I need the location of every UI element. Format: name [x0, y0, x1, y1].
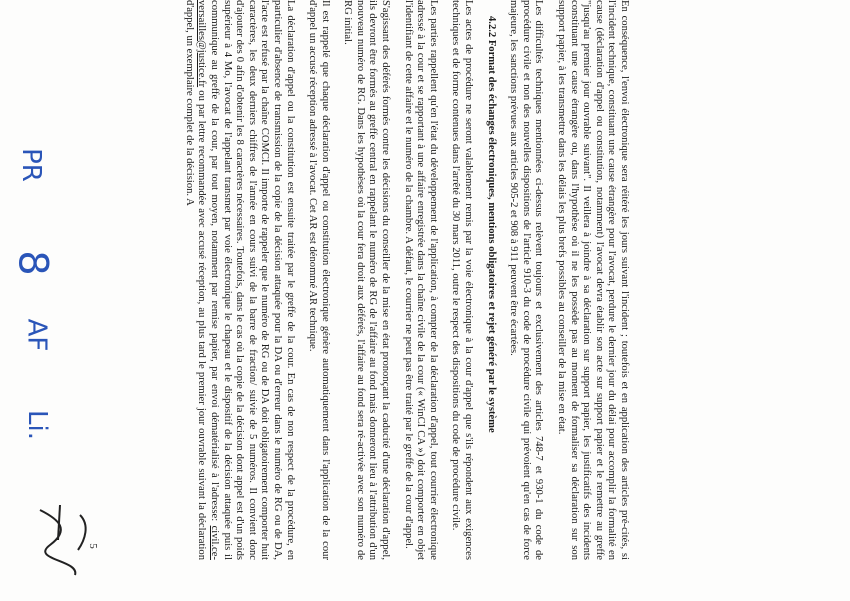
handwriting-initials-4: Li. [21, 410, 52, 440]
paragraph-ar-technique: Il est rappelé que chaque déclaration d'appel ou constitution électronique génère automatiquement dans l'application de la cour d'appel un accusé réception adressé à l'avocat. Cet AR est dénommé AR technique. [307, 0, 331, 560]
page-number: 5 [86, 543, 99, 549]
section-heading: 4.2.2 Format des échanges électroniques, mentions obligatoires et rejet généré par le système [485, 16, 497, 433]
paragraph-technical-difficulties: Les difficultés techniques mentionnées ci-dessus relèvent toujours et exclusivement des articles 748-7 et 930-1 du code de procédure civile et non des nouvelles dispositions de l'article 910-3 du code de procédure civile qui prévoient qu'en cas de force majeure, les sanctions prévues aux articles 905-2 et 908 à 911 peuvent être écartées. [508, 0, 545, 560]
handwriting-initials-3: AF [21, 318, 52, 352]
handwriting-initials-1: PR [15, 148, 46, 182]
handwriting-initials-2: 8 [9, 250, 56, 276]
paragraph-parties-remind: Les parties rappellent qu'en l'état du développement de l'application, à compter de la déclaration d'appel, tout courrier électronique adressé à la cour et se rapportant à une affaire enregistrée dans la chaîne civile de la cour (« WinCI CA ») doit comporter en objet l'identifiant de cette affaire et le numéro de la chambre. A défaut, le courrier ne peut pas être traité par le greffe de la cour d'appel. [402, 0, 439, 560]
email-link[interactable]: civil.ce-versailles@justice.fr [196, 0, 220, 560]
declaration-text-end: ou par lettre recommandée avec accusé réception, au plus tard le premier jour ouvrable suivant la déclaration d'appel, un exemplaire complet de la décision. A [183, 0, 208, 560]
signature-scribble [30, 500, 100, 580]
paragraph-declaration [182, 0, 295, 560]
paragraph-deferes: S'agissant des déférés formés contre les décisions du conseiller de la mise en état prononçant la caducité d'une déclaration d'appel, ils devront être formés au greffe central en rappelant le numéro de RG de l'affaire au fond mais donneront lieu à l'attribution d'un nouveau numéro de RG. Dans les hypothèses où la cour fera droit aux déférés, l'affaire au fond sera ré-activée avec son numéro de RG initial. [342, 0, 392, 560]
paragraph-incident: En conséquence, l'envoi électronique sera réitéré les jours suivant l'incident ; toutefois et en application des articles pré-cités, si l'incident technique, constituant une cause étrangère pour l'avocat, perdure le dernier jour du délai pour accomplir la formalité en cause (déclaration d'appel ou constitution, notamment) l'avocat devra établir son acte sur support papier et le remettre au greffe "jusqu'au premier jour ouvrable suivant". Il veillera à joindre à sa déclaration sur support papier, les justificatifs des incidents constituant une cause étrangère ou, dans l'hypothèse où il ne les possède pas au moment de formaliser sa déclaration sur son support papier, à les transmettre dans les délais les plus brefs possibles au conseiller de la mise en état. [556, 0, 630, 560]
paragraph-procedure-acts: Les actes de procédure ne seront valablement remis par la voie électronique à la cour d'appel que s'ils répondent aux exigences techniques et de forme contenues dans l'arrêté du 30 mars 2011, outre le respect des dispositions du code de procédure civile. [450, 0, 475, 560]
declaration-text-start: La déclaration d'appel ou la constitution est ensuite traitée par le greffe de la cour. En cas de non respect de la procédure, en particulier d'absence de transmission de la copie de la décision attaquée pour la DA ou d'erreur dans le numéro de RG ou de DA, l'acte est refusé par la chaîne COMCI. Il importe de rappeler que le numéro de RG ou de DA doit obligatoirement comporter huit caractères, les deux derniers chiffres de l'année en cours suivi de la barre de fraction/ suivie de 5 numéros. Il convient donc d'ajouter des 0 afin d'obtenir les 8 caractères nécessaires. Toutefois, dans le cas où la copie de la décision dont appel est d'un poids supérieur à 4 Mo, l'avocat de l'appelant transmet par voie électronique le chapeau et le dispositif de la décision attaquée puis il communique au greffe de la cour, par tout moyen, notamment par remise papier, par envoi dématérialisé à l'adresse: [208, 0, 296, 560]
